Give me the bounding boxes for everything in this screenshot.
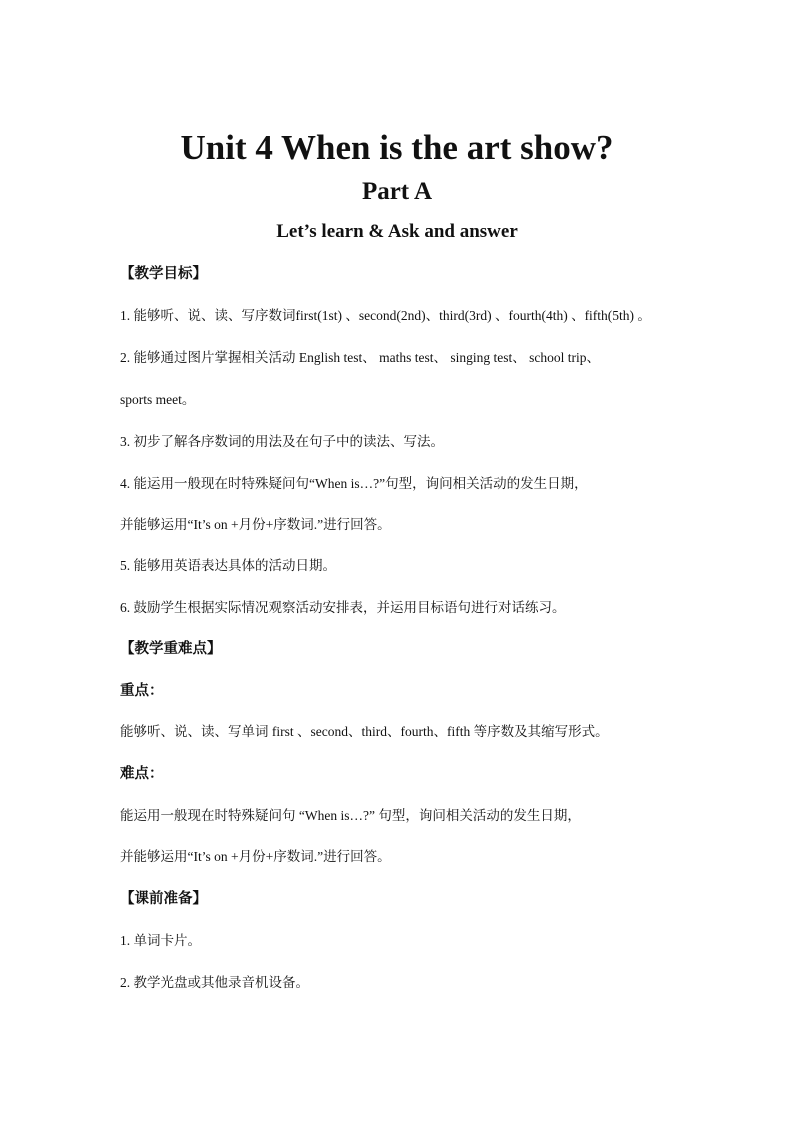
- objective-item: 并能够运用“It’s on +月份+序数词.”进行回答。: [120, 517, 391, 532]
- objective-item: 6. 鼓励学生根据实际情况观察活动安排表，并运用目标语句进行对话练习。: [120, 600, 566, 615]
- objectives-heading: 【教学目标】: [120, 266, 207, 282]
- focus-text: 能够听、说、读、写单词 first 、second、third、fourth、fifth 等序数及其缩写形式。: [120, 724, 609, 739]
- preparation-item: 1. 单词卡片。: [120, 933, 201, 948]
- lesson-title: Let’s learn & Ask and answer: [276, 221, 518, 242]
- focus-label: 重点：: [120, 683, 164, 699]
- difficulty-label: 难点：: [120, 766, 164, 782]
- objective-item: 5. 能够用英语表达具体的活动日期。: [120, 558, 336, 573]
- objective-item: 1. 能够听、说、读、写序数词first(1st) 、second(2nd)、third(3rd) 、fourth(4th) 、fifth(5th) 。: [120, 308, 651, 323]
- preparation-heading: 【课前准备】: [120, 891, 207, 907]
- document-title: Unit 4 When is the art show?: [180, 128, 614, 167]
- difficulty-text: 并能够运用“It’s on +月份+序数词.”进行回答。: [120, 849, 391, 864]
- objective-item: 4. 能运用一般现在时特殊疑问句“When is…?”句型，询问相关活动的发生日期，: [120, 476, 588, 491]
- preparation-item: 2. 教学光盘或其他录音机设备。: [120, 975, 309, 990]
- key-points-heading: 【教学重难点】: [120, 641, 222, 657]
- objective-item: 2. 能够通过图片掌握相关活动 English test、 maths test、 singing test、 school trip、: [120, 350, 600, 365]
- objective-item: 3. 初步了解各序数词的用法及在句子中的读法、写法。: [120, 434, 444, 449]
- document-subtitle: Part A: [361, 178, 433, 205]
- difficulty-text: 能运用一般现在时特殊疑问句 “When is…?” 句型，询问相关活动的发生日期，: [120, 808, 581, 823]
- objective-item: sports meet。: [120, 392, 196, 407]
